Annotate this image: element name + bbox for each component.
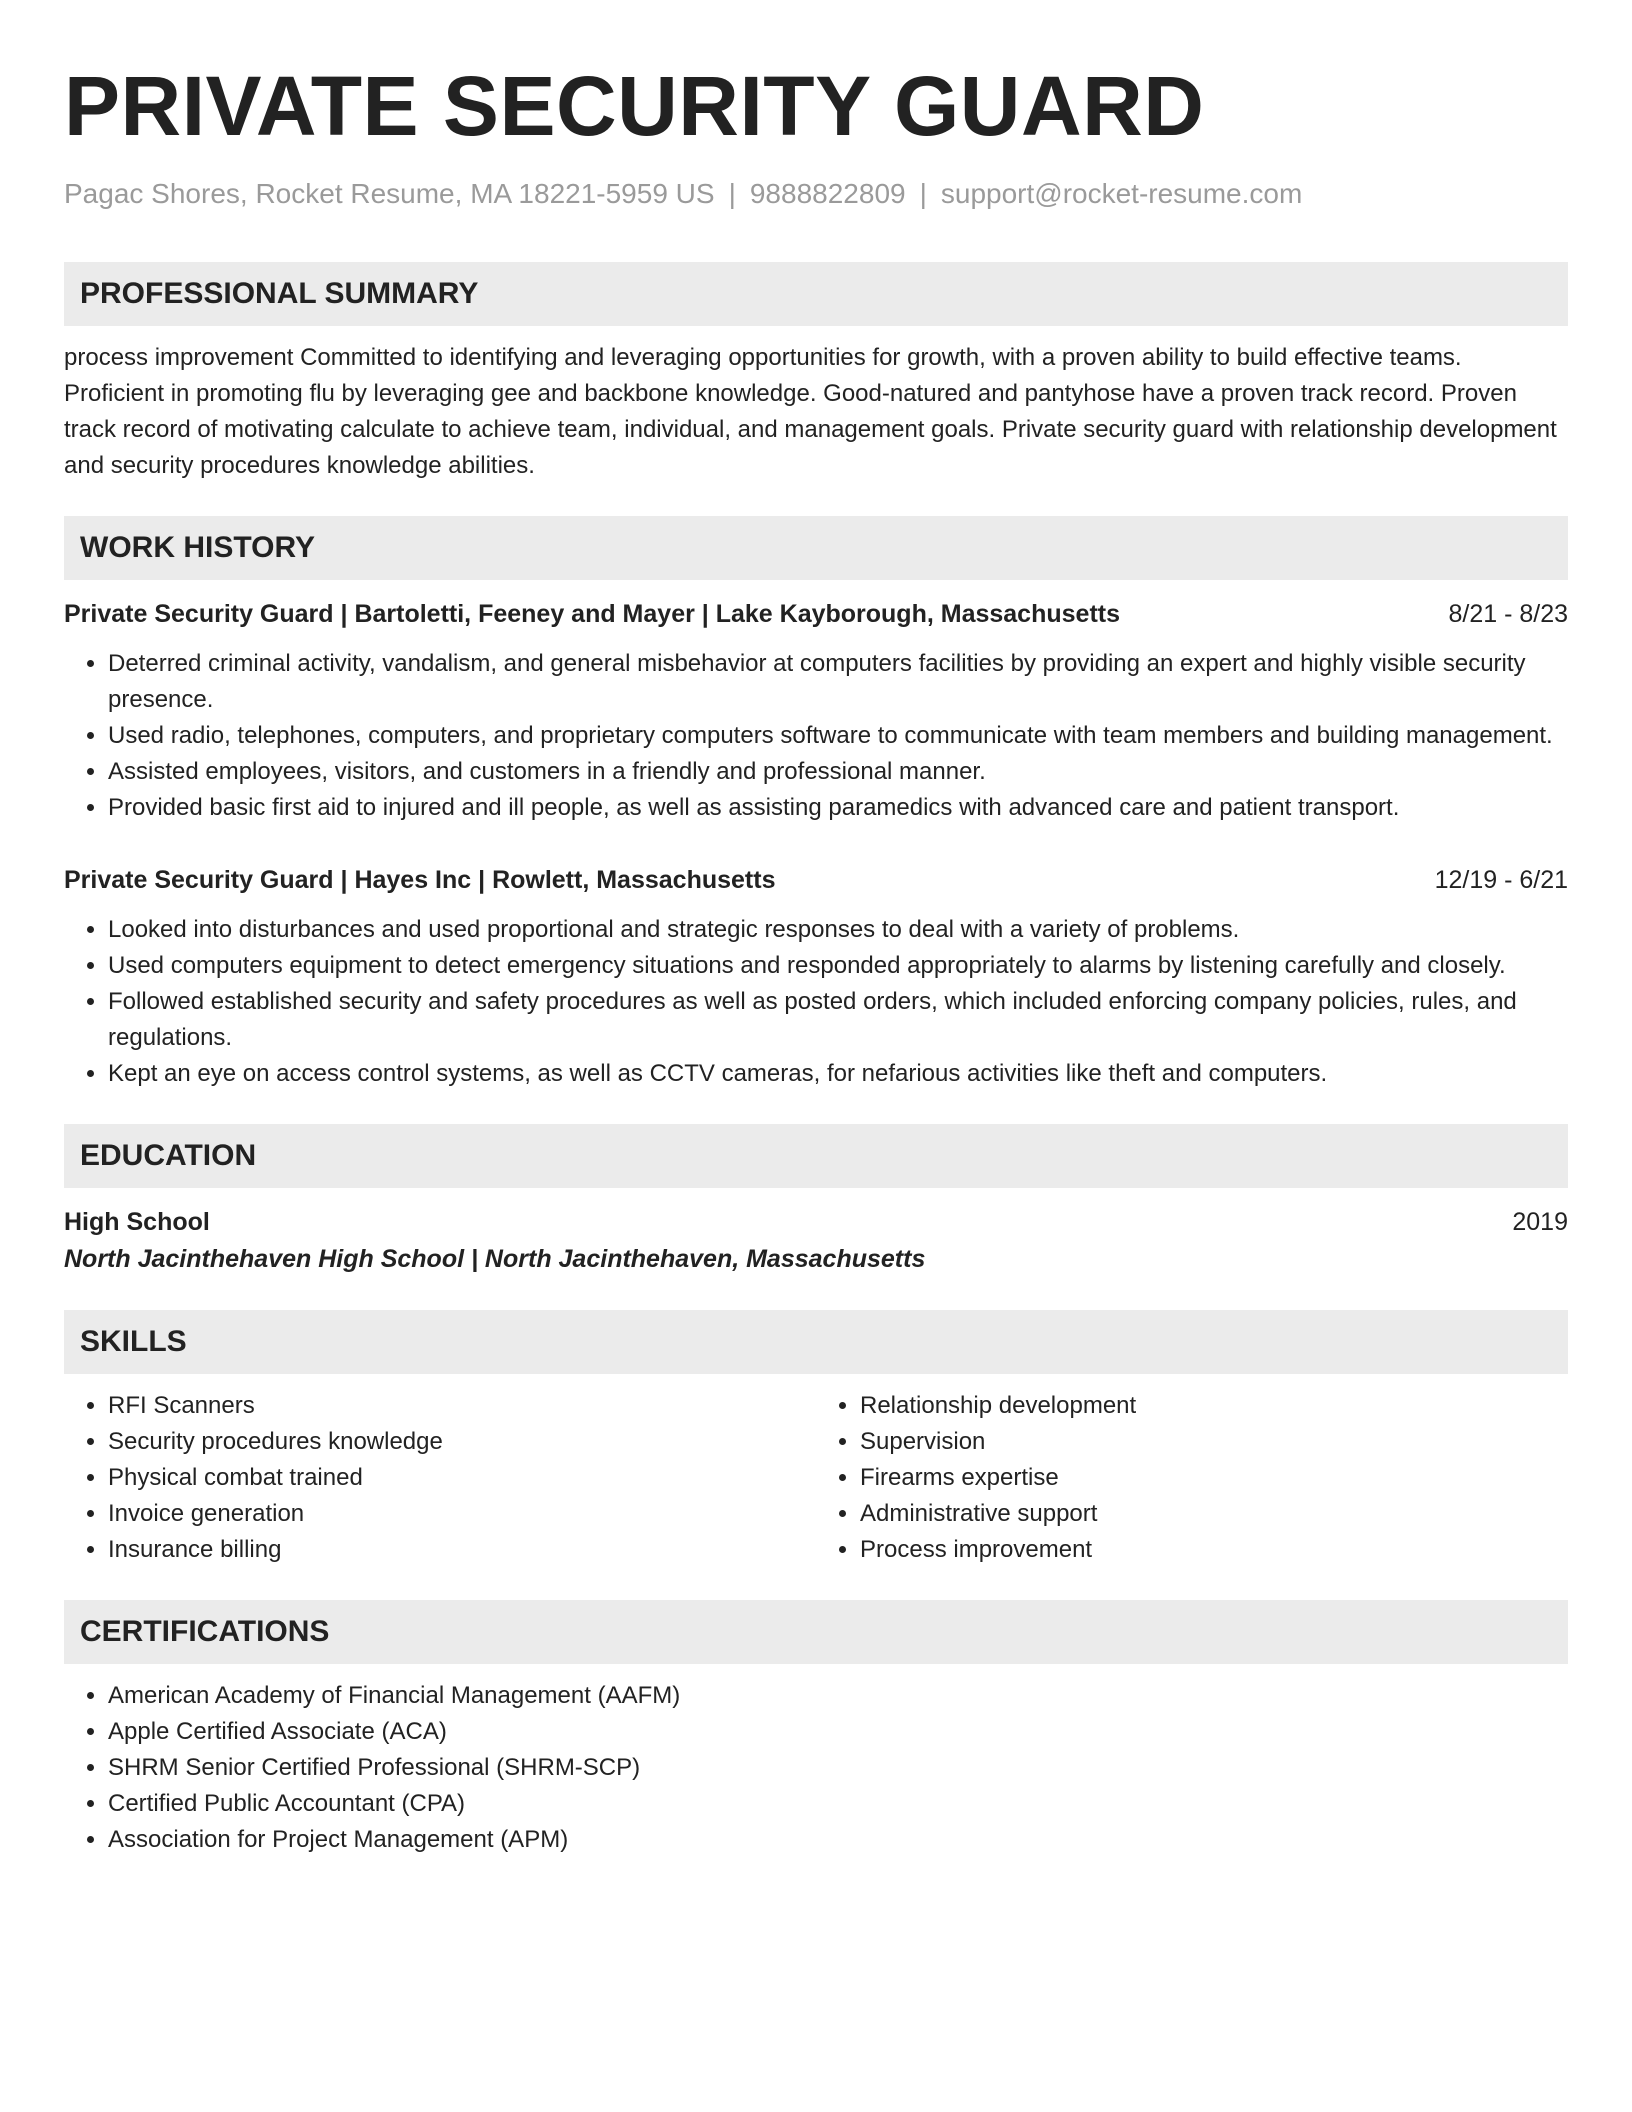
certification-item: • Apple Certified Associate (ACA) (108, 1714, 1568, 1750)
education-heading-line (64, 1204, 1568, 1240)
section-header-education: EDUCATION (64, 1124, 1568, 1188)
skill-item: • Process improvement (860, 1532, 1568, 1568)
certification-item: • Association for Project Management (APM) (108, 1822, 1568, 1858)
certification-item: • Certified Public Accountant (CPA) (108, 1786, 1568, 1822)
summary-text: process improvement Committed to identifying and leveraging opportunities for growth, with a proven ability to build effective teams. Proficient in promoting flu by leveraging gee and backbone knowledge. Good-natured and pantyhose have a proven track record. Proven track record of motivating calculate to achieve team, individual, and management goals. Private security guard with relationship development and security procedures knowledge abilities. (64, 344, 1557, 479)
job-dates: 8/21 - 8/23 (1448, 600, 1568, 628)
skill-item: • Firearms expertise (860, 1460, 1568, 1496)
contact-line (64, 176, 1568, 212)
education-year: 2019 (1512, 1208, 1568, 1236)
job-bullets (64, 646, 1568, 826)
job-bullet: • Deterred criminal activity, vandalism, and general misbehavior at computers facilities by providing an expert and highly visible security presence. (108, 646, 1568, 718)
job-bullet: • Used radio, telephones, computers, and proprietary computers software to communicate with team members and building management. (108, 718, 1568, 754)
contact-email: support@rocket-resume.com (940, 178, 1303, 209)
job-bullet: • Assisted employees, visitors, and customers in a friendly and professional manner. (108, 754, 1568, 790)
skill-item: • RFI Scanners (108, 1388, 816, 1424)
section-header-skills: SKILLS (64, 1310, 1568, 1374)
candidate-name: PRIVATE SECURITY GUARD (64, 59, 1205, 153)
skill-item: • Relationship development (860, 1388, 1568, 1424)
job-bullet: • Followed established security and safety procedures as well as posted orders, which included enforcing company policies, rules, and regulations. (108, 984, 1568, 1056)
contact-separator: | (919, 178, 927, 209)
job-bullet: • Provided basic first aid to injured and ill people, as well as assisting paramedics with advanced care and patient transport. (108, 790, 1568, 826)
job-bullet: • Kept an eye on access control systems, as well as CCTV cameras, for nefarious activities like theft and computers. (108, 1056, 1568, 1092)
skills-grid (64, 1388, 1568, 1568)
contact-address: Pagac Shores, Rocket Resume, MA 18221-5959 US (64, 178, 715, 209)
skill-item: • Supervision (860, 1424, 1568, 1460)
job-bullet: • Used computers equipment to detect emergency situations and responded appropriately to alarms by listening carefully and closely. (108, 948, 1568, 984)
job-bullet: • Looked into disturbances and used proportional and strategic responses to deal with a variety of problems. (108, 912, 1568, 948)
education-school: North Jacinthehaven High School | North Jacinthehaven, Massachusetts (64, 1245, 926, 1273)
section-header-summary: PROFESSIONAL SUMMARY (64, 262, 1568, 326)
skill-item: • Insurance billing (108, 1532, 816, 1568)
section-header-work-history: WORK HISTORY (64, 516, 1568, 580)
job-entry (64, 862, 1568, 1092)
section-header-certifications: CERTIFICATIONS (64, 1600, 1568, 1664)
certifications-list (64, 1678, 1568, 1858)
job-heading-line (64, 862, 1568, 898)
job-heading: Private Security Guard | Bartoletti, Feeney and Mayer | Lake Kayborough, Massachusetts (64, 600, 1120, 628)
skill-item: • Security procedures knowledge (108, 1424, 816, 1460)
certification-item: • American Academy of Financial Management (AAFM) (108, 1678, 1568, 1714)
contact-phone: 9888822809 (749, 178, 906, 209)
job-entry (64, 596, 1568, 826)
skill-item: • Physical combat trained (108, 1460, 816, 1496)
education-degree: High School (64, 1208, 210, 1236)
skills-column-right (816, 1388, 1568, 1568)
job-dates: 12/19 - 6/21 (1434, 866, 1568, 894)
contact-separator: | (728, 178, 736, 209)
job-bullets (64, 912, 1568, 1092)
job-heading-line (64, 596, 1568, 632)
education-entry (64, 1204, 1568, 1278)
skills-column-left (64, 1388, 816, 1568)
skill-item: • Administrative support (860, 1496, 1568, 1532)
job-heading: Private Security Guard | Hayes Inc | Rowlett, Massachusetts (64, 866, 776, 894)
skill-item: • Invoice generation (108, 1496, 816, 1532)
certification-item: • SHRM Senior Certified Professional (SHRM-SCP) (108, 1750, 1568, 1786)
